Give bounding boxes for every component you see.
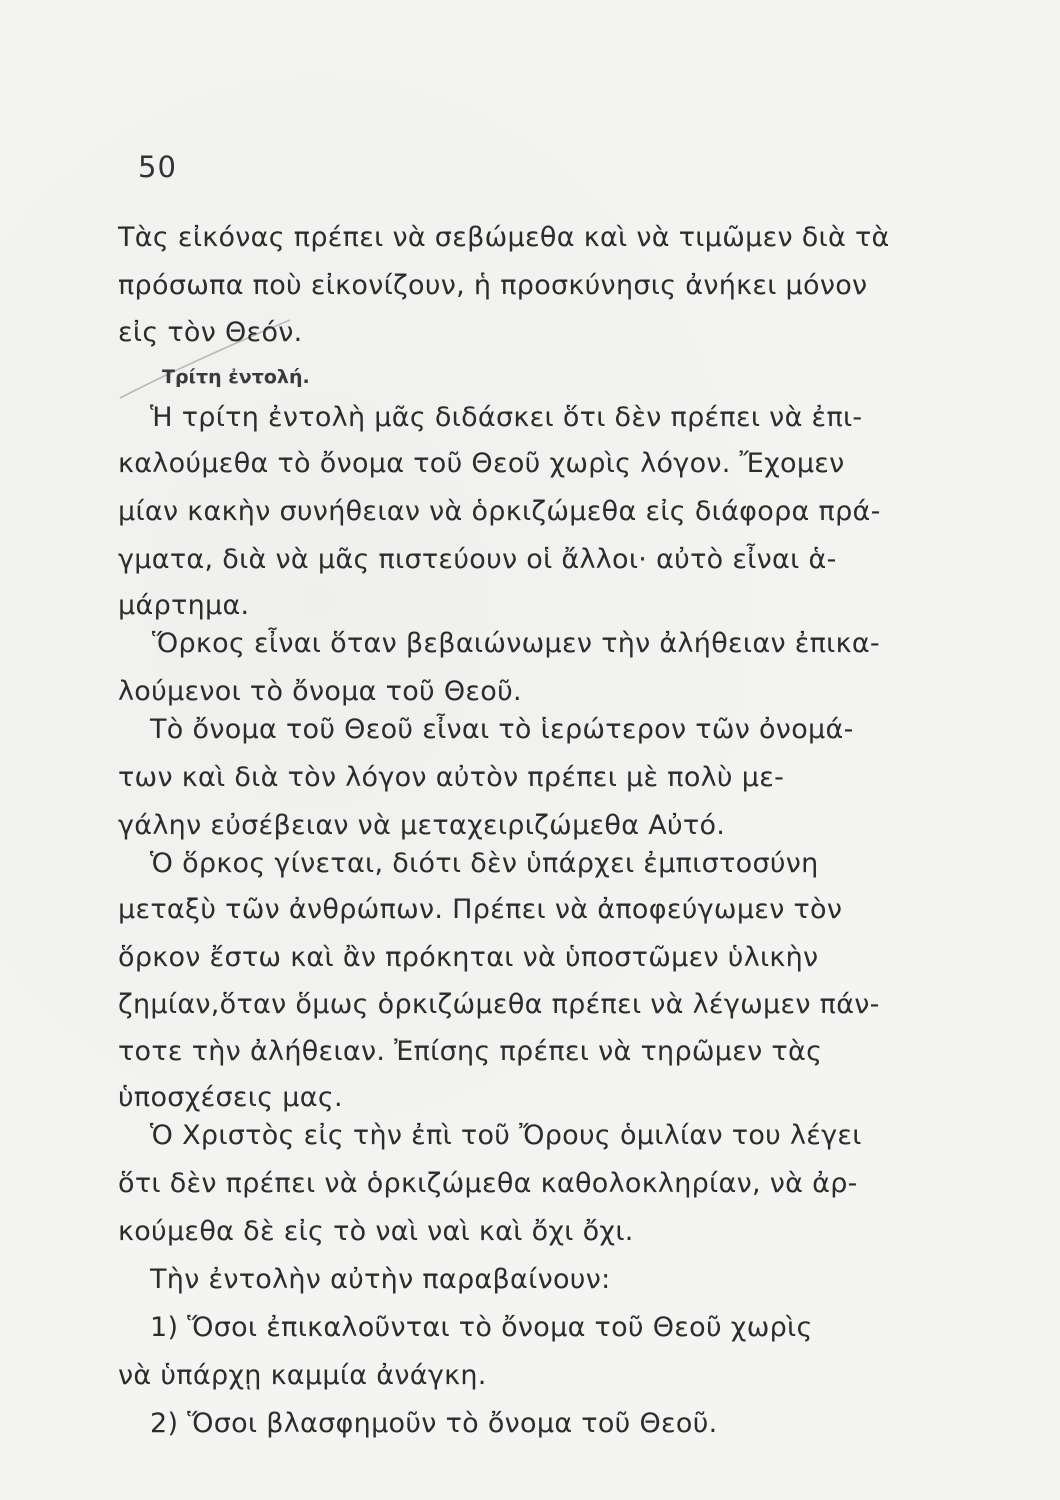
text-line-16: ὅρκον ἔστω καὶ ἂν πρόκηται νὰ ὑποστῶμεν ὑλικὴν (118, 942, 819, 973)
text-line-21: ὅτι δὲν πρέπει νὰ ὁρκιζώμεθα καθολοκληρίαν, νὰ ἀρ- (118, 1168, 858, 1199)
text-line-23: Τὴν ἐντολὴν αὐτὴν παραβαίνουν: (150, 1264, 611, 1295)
text-line-8: μάρτημα. (118, 590, 250, 621)
text-line-1: Τὰς εἰκόνας πρέπει νὰ σεβώμεθα καὶ νὰ τιμῶμεν διὰ τὰ (118, 222, 890, 253)
text-line-4: Ἡ τρίτη ἐντολὴ μᾶς διδάσκει ὅτι δὲν πρέπει νὰ ἐπι- (150, 402, 863, 433)
text-line-26: 2) Ὅσοι βλασφημοῦν τὸ ὄνομα τοῦ Θεοῦ. (150, 1408, 718, 1439)
text-line-11: Τὸ ὄνομα τοῦ Θεοῦ εἶναι τὸ ἱερώτερον τῶν ὀνομά- (150, 714, 854, 745)
text-line-9: Ὅρκος εἶναι ὅταν βεβαιώνωμεν τὴν ἀλήθειαν ἐπικα- (152, 628, 880, 659)
text-line-22: κούμεθα δὲ εἰς τὸ ναὶ ναὶ καὶ ὄχι ὄχι. (118, 1216, 634, 1247)
text-line-13: γάλην εὐσέβειαν νὰ μεταχειριζώμεθα Αὐτό. (118, 810, 726, 841)
text-line-15: μεταξὺ τῶν ἀνθρώπων. Πρέπει νὰ ἀποφεύγωμεν τὸν (118, 894, 843, 925)
text-line-3: εἰς τὸν Θεόν. (118, 317, 303, 348)
text-line-18: τοτε τὴν ἀλήθειαν. Ἐπίσης πρέπει νὰ τηρῶμεν τὰς (118, 1036, 823, 1067)
text-line-20: Ὁ Χριστὸς εἰς τὴν ἐπὶ τοῦ Ὄρους ὁμιλίαν του λέγει (150, 1120, 862, 1151)
text-line-24: 1) Ὅσοι ἐπικαλοῦνται τὸ ὄνομα τοῦ Θεοῦ χωρὶς (150, 1312, 813, 1343)
text-line-17: ζημίαν,ὅταν ὅμως ὁρκιζώμεθα πρέπει νὰ λέγωμεν πάν- (118, 989, 880, 1020)
text-line-5: καλούμεθα τὸ ὄνομα τοῦ Θεοῦ χωρὶς λόγον. Ἔχομεν (118, 448, 845, 479)
text-line-14: Ὁ ὅρκος γίνεται, διότι δὲν ὑπάρχει ἐμπιστοσύνη (150, 848, 819, 879)
text-line-12: των καὶ διὰ τὸν λόγον αὐτὸν πρέπει μὲ πολὺ με- (118, 762, 785, 793)
text-line-7: γματα, διὰ νὰ μᾶς πιστεύουν οἱ ἄλλοι· αὐτὸ εἶναι ἁ- (118, 544, 837, 575)
text-line-6: μίαν κακὴν συνήθειαν νὰ ὁρκιζώμεθα εἰς διάφορα πρά- (118, 496, 881, 527)
section-heading: Τρίτη ἐντολή. (162, 366, 310, 388)
text-line-19: ὑποσχέσεις μας. (118, 1082, 343, 1113)
text-line-2: πρόσωπα ποὺ εἰκονίζουν, ἡ προσκύνησις ἀνήκει μόνον (118, 270, 868, 301)
text-line-10: λούμενοι τὸ ὄνομα τοῦ Θεοῦ. (118, 676, 522, 707)
text-line-25: νὰ ὑπάρχῃ καμμία ἀνάγκη. (118, 1360, 487, 1391)
page-number: 50 (138, 150, 177, 184)
